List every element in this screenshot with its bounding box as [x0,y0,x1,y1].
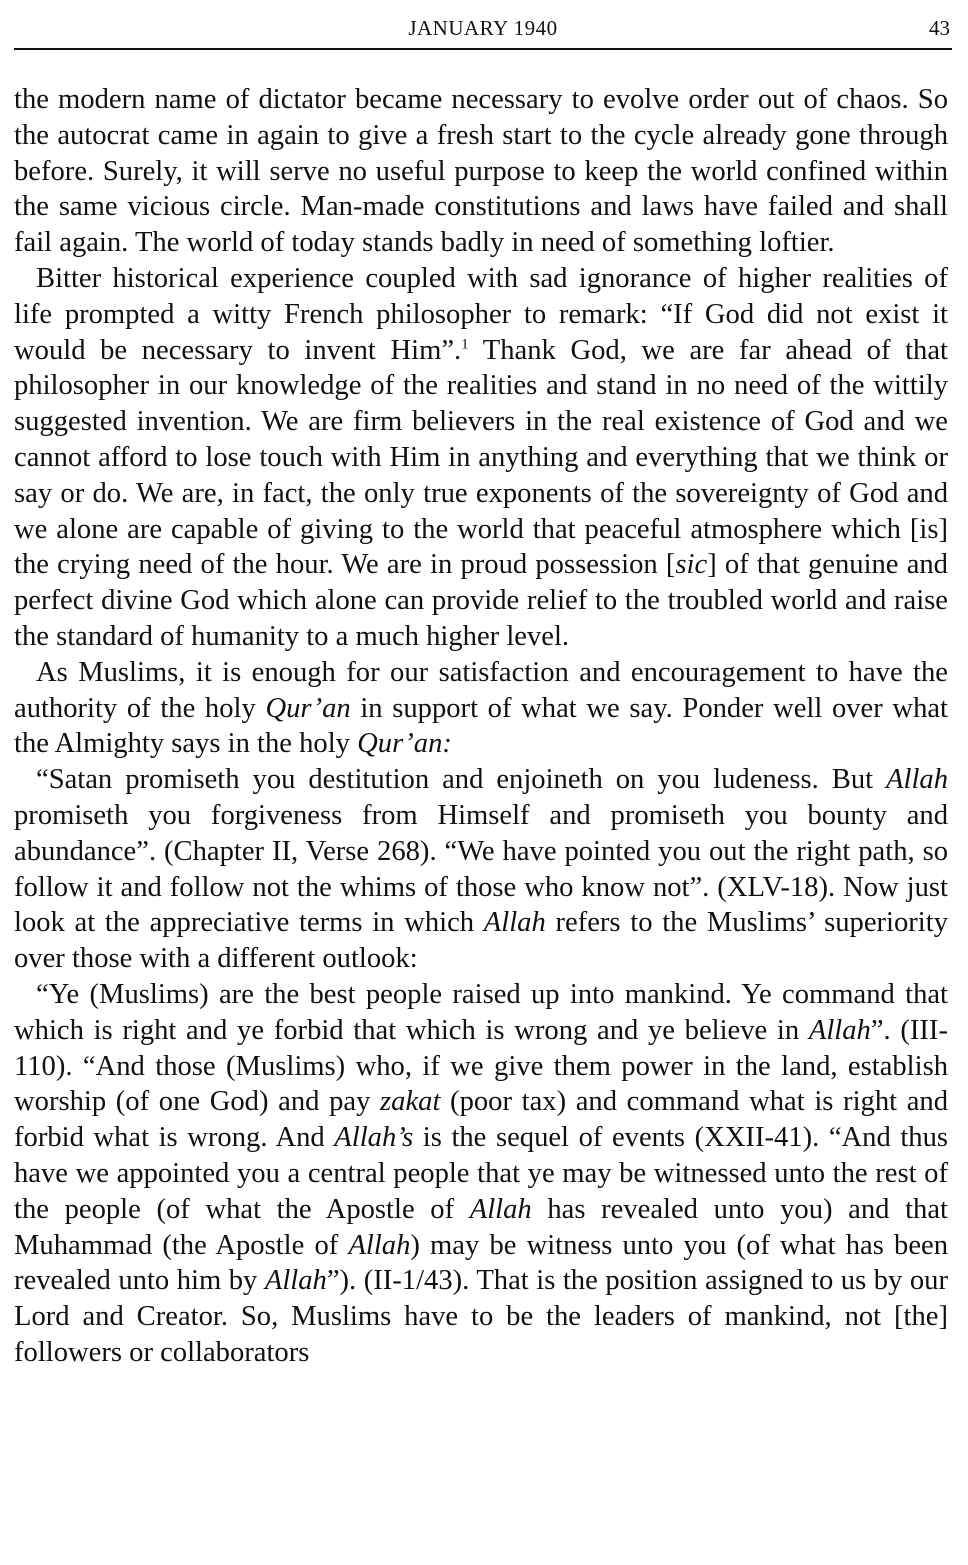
italic-text: Allah [469,1193,532,1225]
text-run: As Muslims, it is enough for our satisfaction and encouragement to have the authority of the holy [14,656,948,724]
text-run: ”. (III-110). “And those (Muslims) who, if we give them power in the land, establish worship (of one God) and pay [14,1014,948,1118]
italic-text: zakat [380,1086,441,1118]
text-run: Bitter historical experience coupled with sad ignorance of higher realities of life prompted a witty French philosopher to remark: “If God did not exist it would be necessary to invent Him”. [14,262,948,366]
text-run: ] of that genuine and perfect divine God which alone can provide relief to the troubled world and raise the standard of humanity to a much higher level. [14,549,948,652]
text-run: ) may be witness unto you (of what has been revealed unto him by [14,1229,948,1297]
running-head: JANUARY 1940 [408,16,558,40]
text-run: has revealed unto you) and that Muhammad (the Apostle of [14,1193,948,1261]
italic-text: Qur’an [265,692,351,724]
italic-text: Allah [483,907,546,939]
italic-text: Allah’s [334,1122,414,1154]
page-header [14,10,952,50]
italic-text: sic [675,549,708,581]
text-run: “Ye (Muslims) are the best people raised up into mankind. Ye command that which is right and ye forbid that which is wrong and ye believe in [14,978,948,1046]
italic-text: Allah [808,1014,871,1046]
text-run: in support of what we say. Ponder well over what the Almighty says in the holy [14,692,949,760]
paragraph [14,762,948,977]
text-run: the modern name of dictator became necessary to evolve order out of chaos. So the autocrat came in again to give a fresh start to the cycle already gone through before. Surely, it will serve no useful purpose to keep the world confined within the same vicious circle. Man-made constitutions and laws have failed and shall fail again. The world of today stands badly in need of something loftier. [14,84,948,259]
italic-text: Allah [348,1229,411,1261]
text-run: is the sequel of events (XXII-41). “And thus have we appointed you a central people that ye may be witnessed unto the rest of the people (of what the Apostle of [14,1122,948,1225]
paragraph [14,977,948,1371]
paragraph [14,261,948,655]
paragraph [14,655,948,762]
text-run: (poor tax) and command what is right and forbid what is wrong. And [14,1086,948,1154]
italic-text: Qur’an: [357,728,452,760]
italic-text: Allah [886,764,948,796]
body-text [14,82,948,1371]
page-number: 43 [929,16,950,40]
text-run: “Satan promiseth you destitution and enjoineth on you ludeness. But [36,764,887,796]
text-run: ”). (II-1/43). That is the position assigned to us by our Lord and Creator. So, Muslims have to be the leaders of mankind, not [the] followers or collaborators [14,1265,948,1368]
text-run: Thank God, we are far ahead of that philosopher in our knowledge of the realities and stand in no need of the wittily suggested invention. We are firm believers in the real existence of God and we cannot afford to lose touch with Him in anything and everything that we think or say or do. We are, in fact, the only true exponents of the sovereignty of God and we alone are capable of giving to the world that peaceful atmosphere which [is] the crying need of the hour. We are in proud possession [ [14,334,948,581]
text-run: refers to the Muslims’ superiority over those with a different outlook: [14,907,948,975]
text-run: promiseth you forgiveness from Himself and promiseth you bounty and abundance”. (Chapter II, Verse 268). “We have pointed you out the right path, so follow it and follow not the whims of those who know not”. (XLV-18). Now just look at the appreciative terms in which [14,799,948,939]
footnote-marker: 1 [461,336,469,353]
paragraph [14,82,948,261]
italic-text: Allah [264,1265,327,1297]
